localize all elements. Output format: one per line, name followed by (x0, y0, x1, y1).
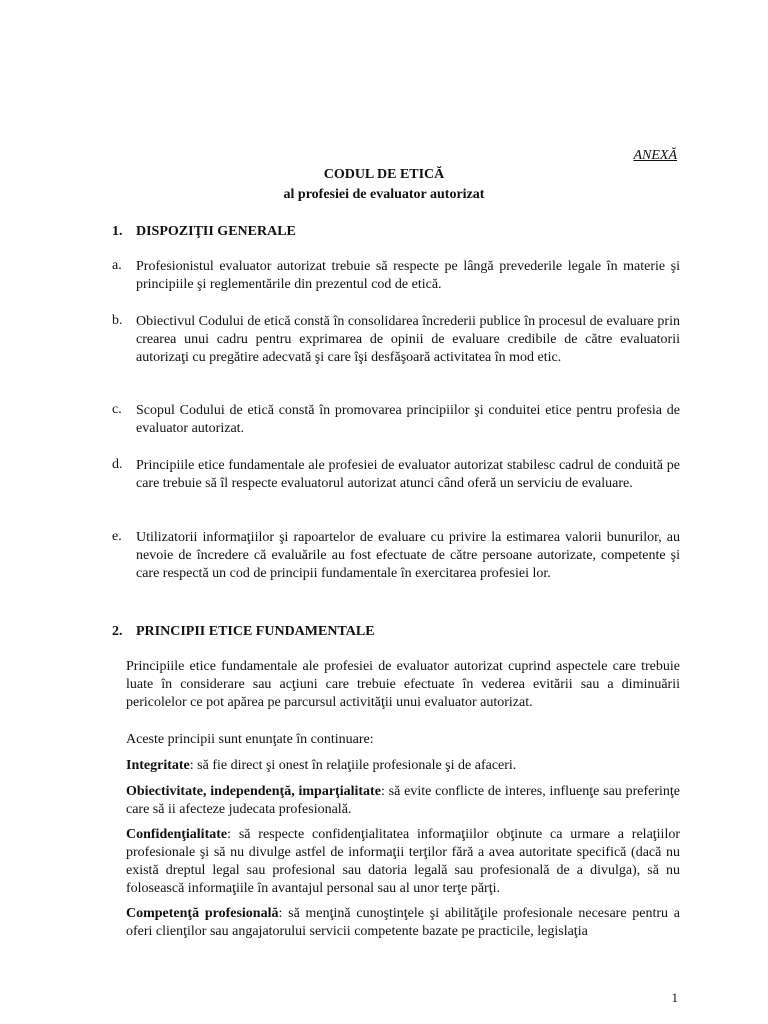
principle-text: : să respecte confidenţialitatea informaţiilor obţinute ca urmare a relaţiilor profesionale şi să nu divulge astfel de informaţii terţilor fără a avea autoritate specifică (dacă nu există dreptul legal sau profesional sau datoria legală sau profesională de a divulga), să nu folosească informaţiile în avantajul personal sau al unor terţe părţi. (126, 827, 680, 896)
annex-label: ANEXĂ (633, 148, 677, 163)
list-item-letter: a. (112, 258, 122, 273)
list-item (112, 529, 680, 583)
list-item (112, 457, 680, 493)
list-item-text: Profesionistul evaluator autorizat trebuie să respecte pe lângă prevederile legale în materie şi principiile şi reglementările din prezentul cod de etică. (136, 259, 680, 292)
document-title: CODUL DE ETICĂ (323, 167, 445, 182)
principle-term: Confidenţialitate (126, 827, 228, 842)
list-item-letter: d. (112, 457, 123, 472)
principle-confidentiality (126, 826, 680, 898)
section-1-title: DISPOZIŢII GENERALE (136, 224, 296, 239)
principle-term: Obiectivitate, independenţă, imparţialitate (126, 784, 381, 799)
list-item (112, 402, 680, 438)
section-2-lead: Aceste principii sunt enunţate în continuare: (126, 732, 374, 747)
section-2-title: PRINCIPII ETICE FUNDAMENTALE (136, 624, 375, 639)
section-2-intro: Principiile etice fundamentale ale profesiei de evaluator autorizat cuprind aspectele care trebuie luate în considerare sau acţiuni care trebuie efectuate în vederea evitării sau a diminuării pericolelor ce pot apărea pe parcursul activităţii unui evaluator autorizat. (126, 659, 680, 710)
principle-text: : să evite conflicte de interes, influenţe sau preferinţe care să ii afecteze judecata profesională. (126, 784, 681, 817)
list-item-letter: e. (112, 529, 122, 544)
principle-term: Integritate (126, 758, 190, 773)
principle-competence (126, 905, 680, 941)
section-1-number: 1. (112, 224, 123, 239)
list-item (112, 258, 680, 294)
page-number: 1 (671, 990, 678, 1005)
principle-text: : să fie direct şi onest în relaţiile profesionale şi de afaceri. (189, 758, 517, 773)
principle-objectivity (126, 783, 680, 819)
list-item-letter: c. (112, 402, 122, 417)
section-2-heading (112, 624, 375, 640)
principle-text: : să menţină cunoştinţele şi abilităţile profesionale necesare pentru a oferi clienţilor sau angajatorului servicii competente bazate pe practicile, legislaţia (126, 906, 681, 939)
list-item-letter: b. (112, 313, 123, 328)
list-item-text: Scopul Codului de etică constă în promovarea principiilor şi conduitei etice pentru profesia de evaluator autorizat. (136, 403, 680, 436)
document-subtitle: al profesiei de evaluator autorizat (283, 187, 485, 202)
principle-term: Competenţă profesională (126, 906, 279, 921)
principle-integrity (126, 757, 680, 775)
list-item-text: Obiectivul Codului de etică constă în consolidarea încrederii publice în procesul de evaluare prin crearea unui cadru pentru exprimarea de opinii de evaluare credibile de către evaluatorii autorizaţi cu pregătire adecvată şi care îşi desfăşoară activitatea în mod etic. (136, 314, 680, 365)
list-item-text: Principiile etice fundamentale ale profesiei de evaluator autorizat stabilesc cadrul de conduită pe care trebuie să îl respecte evaluatorul autorizat atunci când oferă un serviciu de evaluare. (136, 458, 680, 491)
list-item (112, 313, 680, 367)
section-2-number: 2. (112, 624, 123, 639)
section-1-heading (112, 224, 296, 240)
list-item-text: Utilizatorii informaţiilor şi rapoartelor de evaluare cu privire la estimarea valorii bunurilor, au nevoie de încredere că evaluările au fost efectuate de către persoane autorizate, competente şi care respectă un cod de principii fundamentale în exercitarea profesiei lor. (136, 530, 680, 581)
